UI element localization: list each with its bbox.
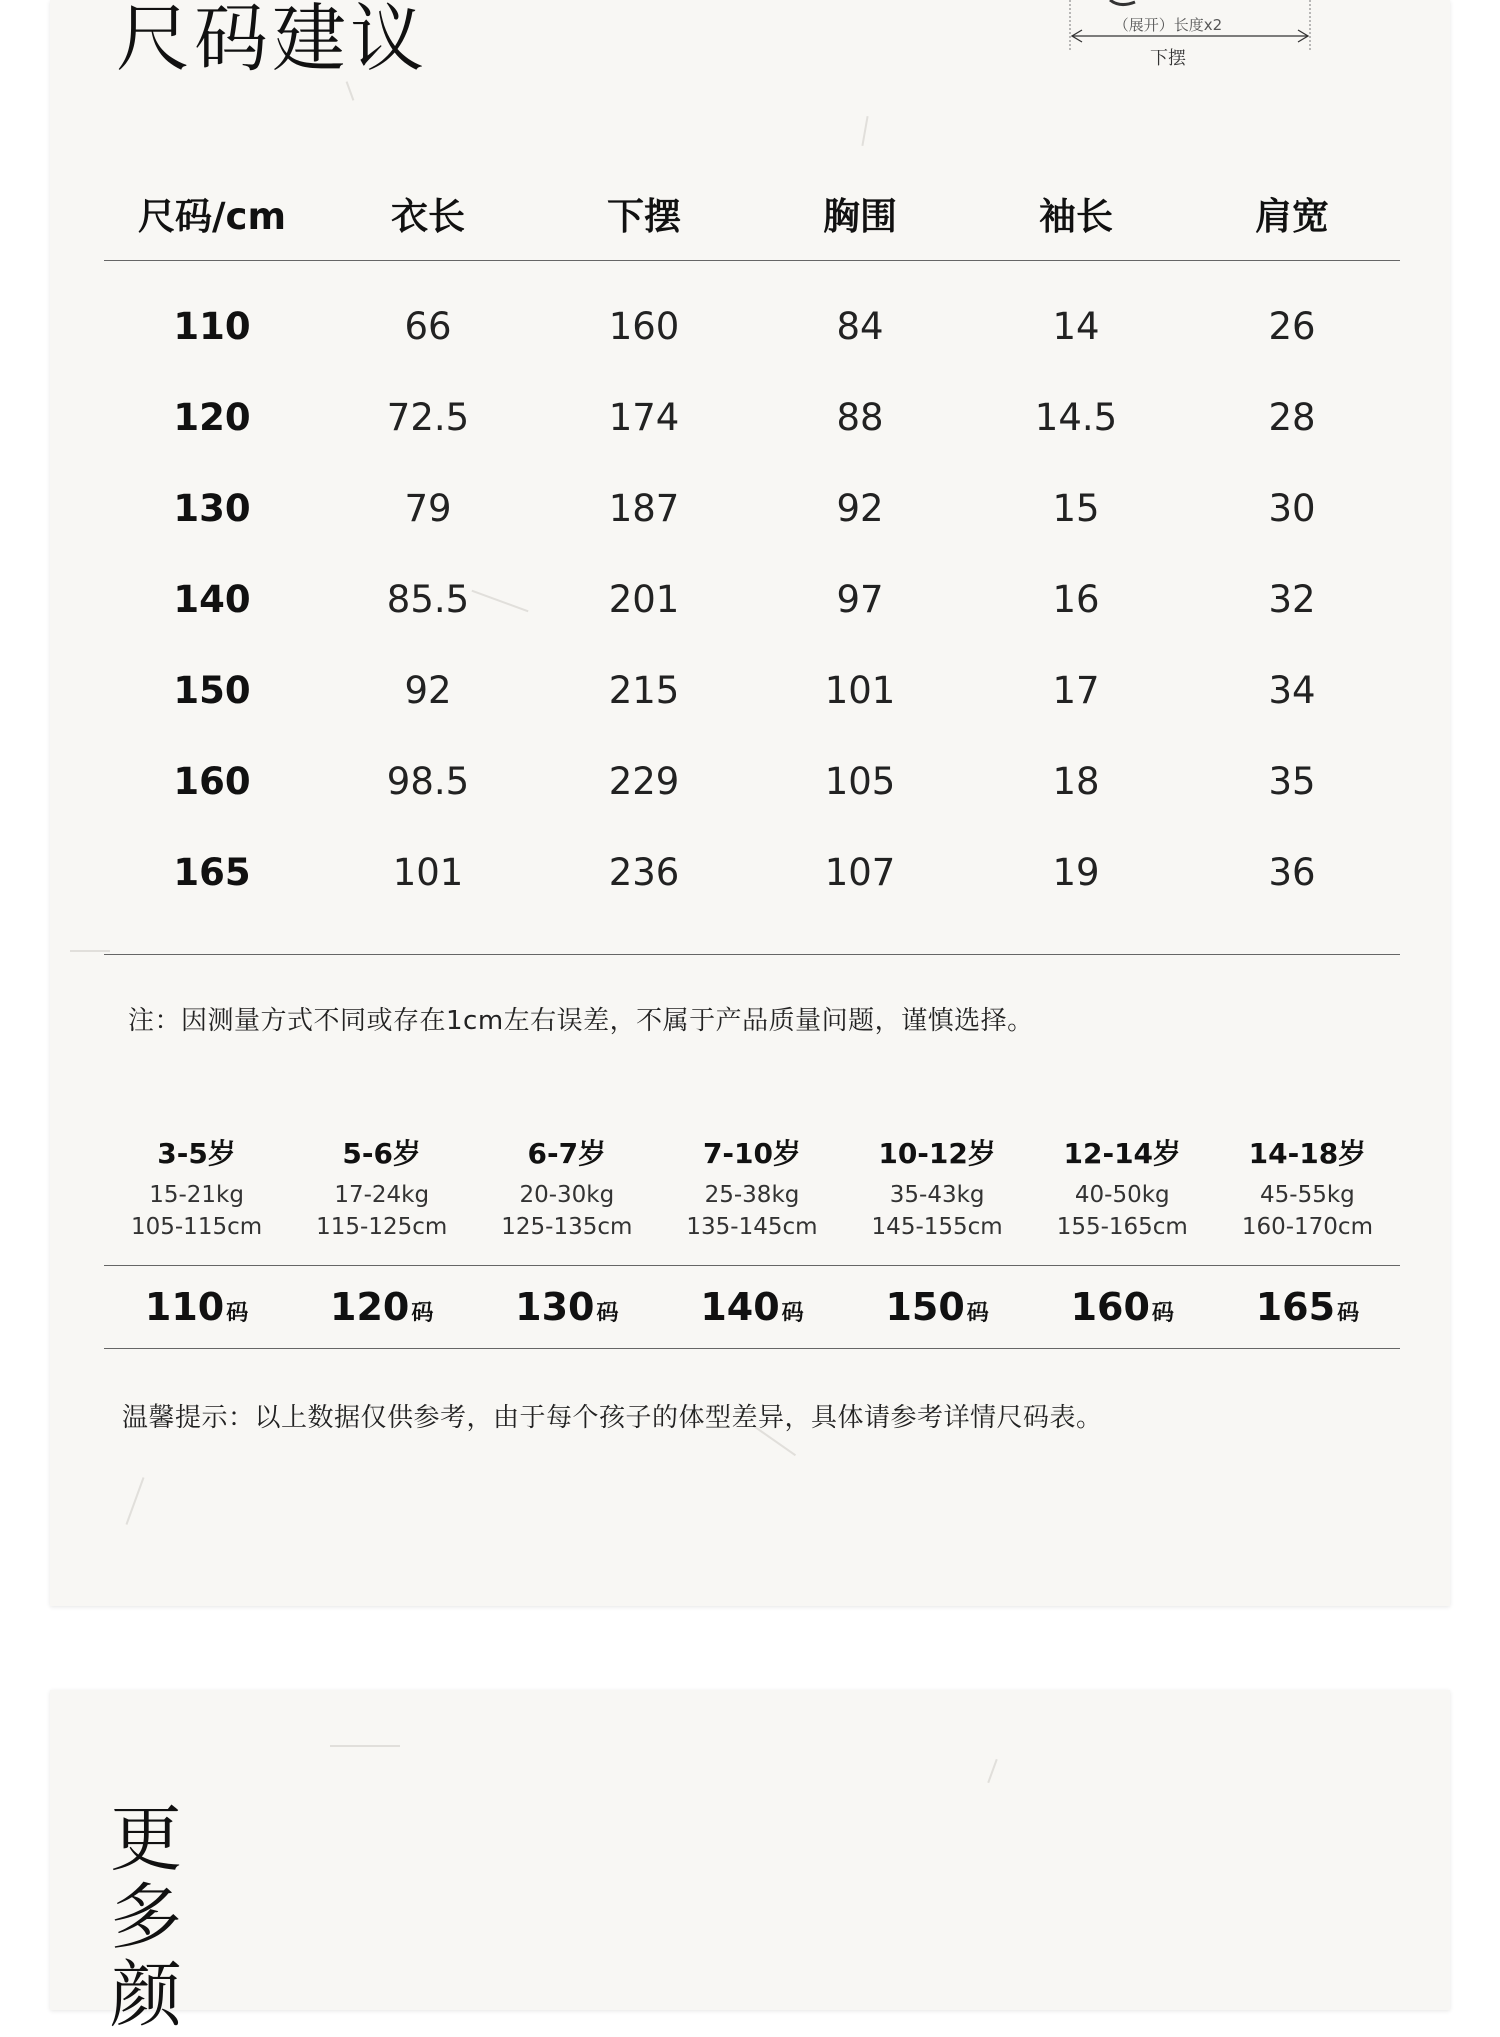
table-cell: 160 — [608, 305, 680, 348]
age-range: 3-5岁 — [157, 1137, 236, 1170]
age-range: 14-18岁 — [1248, 1137, 1367, 1170]
age-range: 12-14岁 — [1063, 1137, 1182, 1170]
page-title: 尺码建议 — [116, 0, 428, 82]
size-suggestion — [1030, 1285, 1215, 1329]
size-number: 150 — [885, 1285, 965, 1329]
table-cell: 36 — [1268, 851, 1316, 894]
age-height: 135-145cm — [686, 1214, 818, 1240]
table-cell: 14 — [1052, 305, 1100, 348]
age-weight: 20-30kg — [519, 1182, 615, 1208]
age-column — [1215, 1120, 1400, 1265]
paper-texture — [330, 1745, 400, 1747]
size-number: 130 — [515, 1285, 595, 1329]
table-cell: 187 — [608, 487, 680, 530]
table-cell: 88 — [836, 396, 884, 439]
header-shoulder: 肩宽 — [1255, 194, 1329, 238]
paper-texture — [861, 116, 868, 146]
table-row — [104, 372, 1400, 463]
more-section-title: 更多颜 — [110, 1797, 183, 2037]
size-unit: 码 — [596, 1301, 619, 1326]
table-cell: 120 — [173, 396, 251, 439]
size-suggestion — [104, 1285, 289, 1329]
table-header — [104, 165, 1400, 261]
paper-texture — [126, 1477, 145, 1525]
table-cell: 79 — [404, 487, 452, 530]
table-row — [104, 736, 1400, 827]
table-cell: 140 — [173, 578, 251, 621]
size-suggestion — [1215, 1285, 1400, 1329]
table-row — [104, 554, 1400, 645]
hem-note: （展开）长度x2 — [1113, 16, 1223, 34]
age-range: 6-7岁 — [527, 1137, 607, 1170]
size-number: 120 — [330, 1285, 410, 1329]
table-cell: 28 — [1268, 396, 1316, 439]
table-row — [104, 645, 1400, 736]
header-size: 尺码/cm — [138, 194, 286, 238]
size-suggestion — [474, 1285, 659, 1329]
more-colors-card — [50, 1690, 1450, 2037]
age-column — [845, 1120, 1030, 1265]
age-weight: 45-55kg — [1260, 1182, 1355, 1208]
size-table — [104, 165, 1400, 955]
table-cell: 17 — [1052, 669, 1100, 712]
table-cell: 30 — [1268, 487, 1316, 530]
age-size-guide — [104, 1120, 1400, 1349]
size-number: 160 — [1070, 1285, 1150, 1329]
table-cell: 92 — [404, 669, 452, 712]
table-cell: 18 — [1052, 760, 1100, 803]
size-suggestion — [289, 1285, 474, 1329]
table-cell: 15 — [1052, 487, 1100, 530]
table-cell: 16 — [1052, 578, 1100, 621]
size-unit: 码 — [966, 1301, 989, 1326]
hem-diagram — [1010, 0, 1330, 70]
age-range: 10-12岁 — [878, 1137, 996, 1170]
age-height: 125-135cm — [501, 1214, 633, 1240]
table-cell: 101 — [824, 669, 896, 712]
header-length: 衣长 — [391, 194, 465, 238]
age-range: 5-6岁 — [342, 1137, 421, 1170]
table-cell: 35 — [1268, 760, 1316, 803]
table-cell: 236 — [608, 851, 680, 894]
measurement-note: 注：因测量方式不同或存在1cm左右误差，不属于产品质量问题，谨慎选择。 — [128, 1006, 1034, 1036]
age-column — [289, 1120, 474, 1265]
table-cell: 66 — [404, 305, 452, 348]
table-cell: 85.5 — [386, 578, 470, 621]
table-cell: 215 — [608, 669, 680, 712]
size-number: 110 — [144, 1285, 225, 1329]
size-guide-card — [50, 0, 1450, 1606]
header-chest: 胸围 — [823, 194, 897, 238]
age-weight: 35-43kg — [889, 1182, 985, 1208]
table-cell: 229 — [608, 760, 680, 803]
table-cell: 165 — [173, 851, 251, 894]
hem-label: 下摆 — [1150, 48, 1186, 69]
table-cell: 160 — [173, 760, 251, 803]
size-number: 140 — [700, 1285, 780, 1329]
age-height: 160-170cm — [1241, 1214, 1373, 1240]
age-weight: 40-50kg — [1074, 1182, 1170, 1208]
table-cell: 72.5 — [386, 396, 470, 439]
header-sleeve: 袖长 — [1039, 194, 1113, 238]
age-grid — [104, 1120, 1400, 1266]
age-height: 115-125cm — [316, 1214, 448, 1240]
table-row — [104, 463, 1400, 554]
table-cell: 201 — [608, 578, 680, 621]
age-weight: 25-38kg — [704, 1182, 800, 1208]
table-cell: 107 — [824, 851, 896, 894]
age-range: 7-10岁 — [702, 1137, 802, 1170]
paper-texture — [987, 1759, 997, 1783]
table-cell: 32 — [1268, 578, 1316, 621]
table-row — [104, 281, 1400, 372]
age-column — [104, 1120, 289, 1265]
header-hem: 下摆 — [607, 194, 681, 238]
table-cell: 84 — [836, 305, 884, 348]
table-cell: 110 — [173, 305, 251, 348]
age-column — [474, 1120, 659, 1265]
size-unit: 码 — [1151, 1301, 1174, 1326]
table-cell: 150 — [173, 669, 251, 712]
table-row — [104, 827, 1400, 918]
age-column — [1030, 1120, 1215, 1265]
table-cell: 98.5 — [386, 760, 470, 803]
age-weight: 17-24kg — [334, 1182, 430, 1208]
table-cell: 105 — [824, 760, 896, 803]
age-column — [659, 1120, 844, 1265]
size-grid — [104, 1266, 1400, 1349]
table-body — [104, 261, 1400, 955]
table-cell: 26 — [1268, 305, 1316, 348]
table-cell: 174 — [608, 396, 680, 439]
age-height: 155-165cm — [1056, 1214, 1188, 1240]
age-height: 145-155cm — [871, 1214, 1003, 1240]
table-cell: 92 — [836, 487, 884, 530]
size-unit: 码 — [1337, 1301, 1360, 1326]
warm-tip: 温馨提示：以上数据仅供参考，由于每个孩子的体型差异，具体请参考详情尺码表。 — [122, 1403, 1103, 1433]
age-weight: 15-21kg — [149, 1182, 244, 1208]
size-unit: 码 — [411, 1301, 434, 1326]
table-cell: 34 — [1268, 669, 1316, 712]
size-number: 165 — [1255, 1285, 1336, 1329]
paper-texture — [346, 81, 355, 100]
size-suggestion — [845, 1285, 1030, 1329]
table-cell: 14.5 — [1034, 396, 1118, 439]
table-cell: 101 — [392, 851, 464, 894]
size-unit: 码 — [226, 1301, 249, 1326]
size-suggestion — [659, 1285, 844, 1329]
size-unit: 码 — [781, 1301, 804, 1326]
table-cell: 97 — [836, 578, 884, 621]
age-height: 105-115cm — [130, 1214, 263, 1240]
table-cell: 130 — [173, 487, 251, 530]
table-cell: 19 — [1052, 851, 1100, 894]
